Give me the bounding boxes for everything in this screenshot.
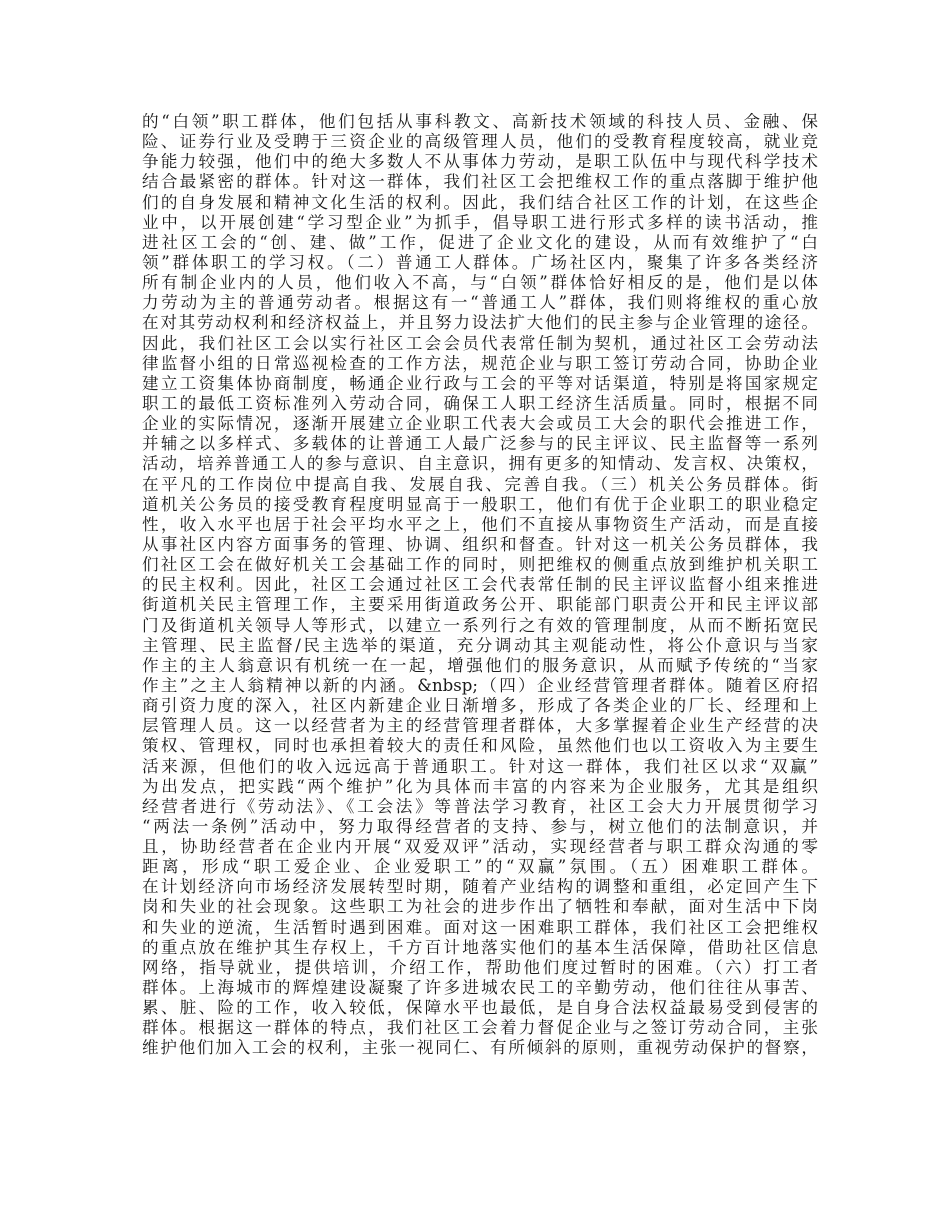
text-line: 累、脏、险的工作，收入较低，保障水平也最低，是自身合法权益最易受到侵害的 [142, 998, 818, 1018]
text-line: 群体。根据这一群体的特点，我们社区工会着力督促企业与之签订劳动合同，主张 [142, 1018, 818, 1038]
text-line: 们社区工会在做好机关工会基础工作的同时，则把维权的侧重点放到维护机关职工 [142, 555, 818, 575]
text-line: 力劳动为主的普通劳动者。根据这有一“普通工人”群体，我们则将维权的重心放 [142, 293, 818, 313]
text-line: 进社区工会的“创、建、做”工作，促进了企业文化的建设，从而有效维护了“白 [142, 232, 818, 252]
text-line: 的重点放在维护其生存权上，千方百计地落实他们的基本生活保障，借助社区信息 [142, 937, 818, 957]
text-line: 道机关公务员的接受教育程度明显高于一般职工，他们有优于企业职工的职业稳定 [142, 494, 818, 514]
text-line: 岗和失业的社会现象。这些职工为社会的进步作出了牺牲和奉献，面对生活中下岗 [142, 897, 818, 917]
text-line: 策权、管理权，同时也承担着较大的责任和风险，虽然他们也以工资收入为主要生 [142, 736, 818, 756]
text-line: 门及街道机关领导人等形式，以建立一系列行之有效的管理制度，从而不断拓宽民 [142, 615, 818, 635]
text-line: 维护他们加入工会的权利，主张一视同仁、有所倾斜的原则，重视劳动保护的督察， [142, 1038, 818, 1058]
text-line: 且，协助经营者在企业内开展“双爱双评”活动，实现经营者与职工群众沟通的零 [142, 837, 818, 857]
text-line: 建立工资集体协商制度，畅通企业行政与工会的平等对话渠道，特别是将国家规定 [142, 373, 818, 393]
text-line: 职工的最低工资标准列入劳动合同，确保工人职工经济生活质量。同时，根据不同 [142, 393, 818, 413]
text-line: “两法一条例”活动中，努力取得经营者的支持、参与，树立他们的法制意识，并 [142, 816, 818, 836]
text-line: 争能力较强，他们中的绝大多数人不从事体力劳动，是职工队伍中与现代科学技术 [142, 152, 818, 172]
text-line: 网络，指导就业，提供培训，介绍工作，帮助他们度过暂时的困难。（六）打工者 [142, 957, 818, 977]
text-line: 群体。上海城市的辉煌建设凝聚了许多进城农民工的辛勤劳动，他们往往从事苦、 [142, 978, 818, 998]
text-line: 在对其劳动权利和经济权益上，并且努力设法扩大他们的民主参与企业管理的途径。 [142, 313, 818, 333]
text-line: 并辅之以多样式、多载体的让普通工人最广泛参与的民主评议、民主监督等一系列 [142, 434, 818, 454]
text-line: 活来源，但他们的收入远远高于普通职工。针对这一群体，我们社区以求“双赢” [142, 756, 818, 776]
text-line: 为出发点，把实践“两个维护”化为具体而丰富的内容来为企业服务，尤其是组织 [142, 776, 818, 796]
text-line: 活动，培养普通工人的参与意识、自主意识，拥有更多的知情动、发言权、决策权， [142, 454, 818, 474]
text-line: 结合最紧密的群体。针对这一群体，我们社区工会把维权工作的重点落脚于维护他 [142, 172, 818, 192]
text-line: 因此，我们社区工会以实行社区工会会员代表常任制为契机，通过社区工会劳动法 [142, 333, 818, 353]
text-line: 业中，以开展创建“学习型企业”为抓手，倡导职工进行形式多样的读书活动，推 [142, 212, 818, 232]
text-line: 街道机关民主管理工作，主要采用街道政务公开、职能部门职责公开和民主评议部 [142, 595, 818, 615]
text-line: 的“白领”职工群体，他们包括从事科教文、高新技术领域的科技人员、金融、保 [142, 112, 818, 131]
text-line: 距离，形成“职工爱企业、企业爱职工”的“双赢”氛围。（五）困难职工群体。 [142, 857, 818, 877]
text-line: 在平凡的工作岗位中提高自我、发展自我、完善自我。（三）机关公务员群体。街 [142, 474, 818, 494]
text-line: 企业的实际情况，逐渐开展建立企业职工代表大会或员工大会的职代会推进工作， [142, 414, 818, 434]
text-line: 领”群体职工的学习权。（二）普通工人群体。广场社区内，聚集了许多各类经济 [142, 252, 818, 272]
text-line: 险、证券行业及受聘于三资企业的高级管理人员，他们的受教育程度较高，就业竞 [142, 132, 818, 152]
document-body [142, 112, 818, 1059]
text-line: 在计划经济向市场经济发展转型时期，随着产业结构的调整和重组，必定回产生下 [142, 877, 818, 897]
text-line: 从事社区内容方面事务的管理、协调、组织和督查。针对这一机关公务员群体，我 [142, 534, 818, 554]
text-line: 和失业的逆流，生活暂时遇到困难。面对这一困难职工群体，我们社区工会把维权 [142, 917, 818, 937]
text-line: 们的自身发展和精神文化生活的权利。因此，我们结合社区工作的计划，在这些企 [142, 192, 818, 212]
text-line: 作主”之主人翁精神以新的内涵。&nbsp;（四）企业经营管理者群体。随着区府招 [142, 675, 818, 695]
text-line: 作主的主人翁意识有机统一在一起，增强他们的服务意识，从而赋予传统的“当家 [142, 655, 818, 675]
text-line: 性，收入水平也居于社会平均水平之上，他们不直接从事物资生产活动，而是直接 [142, 514, 818, 534]
text-line: 经营者进行《劳动法》、《工会法》等普法学习教育，社区工会大力开展贯彻学习 [142, 796, 818, 816]
text-line: 主管理、民主监督/民主选举的渠道，充分调动其主观能动性，将公仆意识与当家 [142, 635, 818, 655]
text-line: 层管理人员。这一以经营者为主的经营管理者群体，大多掌握着企业生产经营的决 [142, 716, 818, 736]
text-line: 所有制企业内的人员，他们收入不高，与“白领”群体恰好相反的是，他们是以体 [142, 273, 818, 293]
text-line: 律监督小组的日常巡视检查的工作方法，规范企业与职工签订劳动合同，协助企业 [142, 353, 818, 373]
text-line: 商引资力度的深入，社区内新建企业日渐增多，形成了各类企业的厂长、经理和上 [142, 696, 818, 716]
text-line: 的民主权利。因此，社区工会通过社区工会代表常任制的民主评议监督小组来推进 [142, 575, 818, 595]
